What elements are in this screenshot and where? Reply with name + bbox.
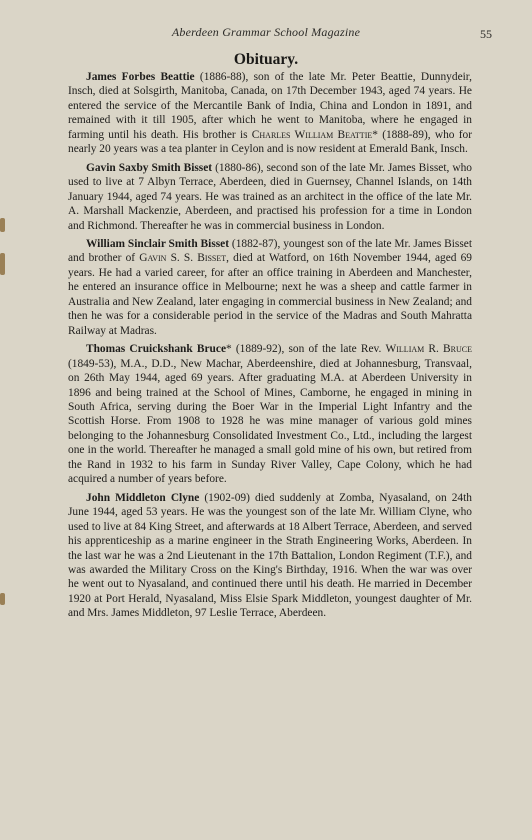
entry-text: * (1888-89), who for nearly 20 years was a tea planter in Ceylon and is now resident at Emerald Bank, Insch. [68,128,472,156]
margin-stain [0,253,5,275]
entry-text: (1902-09) died suddenly at Zomba, Nyasaland, on 24th June 1944, aged 53 years. He was the youngest son of the late Mr. William Clyne, who used to live at 84 King Street, and afterwards at 18 Albert Terrace, Aberdeen, and served his apprenticeship as a marine engineer in the Strath Engineering Works, Aberdeen. In the last war he was a 2nd Lieutenant in the 17th Battalion, London Regiment (T.F.), and was awarded the Military Cross on the King's Birthday, 1916. When the war was over he went out to Nyasaland, and continued there until his death. He married in December 1920 at Port Herald, Nyasaland, Miss Elsie Spark Middleton, youngest daughter of Mr. and Mrs. James Middleton, 97 Leslie Terrace, Aberdeen. [68,491,472,620]
running-head: Aberdeen Grammar School Magazine [171,25,361,39]
relative-name: Gavin S. S. Bisset [139,252,227,265]
page-number: 55 [480,27,492,41]
deceased-name: John Middleton Clyne [86,491,200,504]
deceased-name: Thomas Cruickshank Bruce [86,343,227,356]
page-title: Obituary. [233,51,299,68]
entry-text: (1882-87), youngest son of the late Mr. James Bisset and brother of [68,237,472,265]
margin-stain [0,593,5,605]
obituary-entry [68,161,472,233]
entry-text: (1886-88), son of the late Mr. Peter Beattie, Dunnydeir, Insch, died at Solsgirth, Manitoba, Canada, on 17th December 1943, aged 74 years. He entered the service of the Mercantile Bank of India, China and London in 1891, and remained with it till 1905, after which he went to Manitoba, where he engaged in farming until his death. His brother is [68,71,472,141]
obituary-body [68,70,472,625]
obituary-entry [68,237,472,338]
relative-name: Charles William Beattie [251,128,373,141]
obituary-entry [68,70,472,157]
margin-stain [0,218,5,232]
entry-text: (1849-53), M.A., D.D., New Machar, Aberdeenshire, died at Johannesburg, Transvaal, on 26th May 1944, aged 69 years. After graduating M.A. at Aberdeen University in 1896 and being trained at the School of Mines, Camborne, he engaged in mining in South Africa, serving during the Boer War in the Imperial Light Infantry and the Scottish Horse. From 1908 to 1928 he was mine manager of various gold mines belonging to the Johannesburg Consolidated Investment Co., Ltd., including the largest one in the world. Thereafter he managed a small gold mine of his own, but retired from the Rand in 1932 to his farm in Sunday River Valley, Cape Colony, which he had acquired a number of years before. [68,357,472,486]
deceased-name: Gavin Saxby Smith Bisset [86,161,213,174]
entry-text: * (1889-92), son of the late Rev. [226,343,386,356]
deceased-name: William Sinclair Smith Bisset [86,237,230,250]
entry-text: (1880-86), second son of the late Mr. James Bisset, who used to live at 7 Albyn Terrace, Aberdeen, died in Guernsey, Channel Islands, on 14th January 1944, aged 74 years. He was trained as an architect in the office of the late Mr. A. Marshall Mackenzie, Aberdeen, and practised his profession for a time in London and Richmond. Thereafter he was in commercial business in London. [68,161,472,232]
entry-text: , died at Watford, on 16th November 1944, aged 69 years. He had a varied career, for after an office training in Aberdeen and Manchester, he entered an insurance office in Melbourne; next he was a sheep and cattle farmer in Australia and New Zealand, later engaging in commercial business in New Zealand; and then he was for a considerable period in the service of the Madras and South Mahratta Railway at Madras. [68,252,472,337]
obituary-entry [68,491,472,621]
obituary-entry [68,342,472,487]
relative-name: William R. Bruce [385,343,472,356]
deceased-name: James Forbes Beattie [86,71,195,83]
